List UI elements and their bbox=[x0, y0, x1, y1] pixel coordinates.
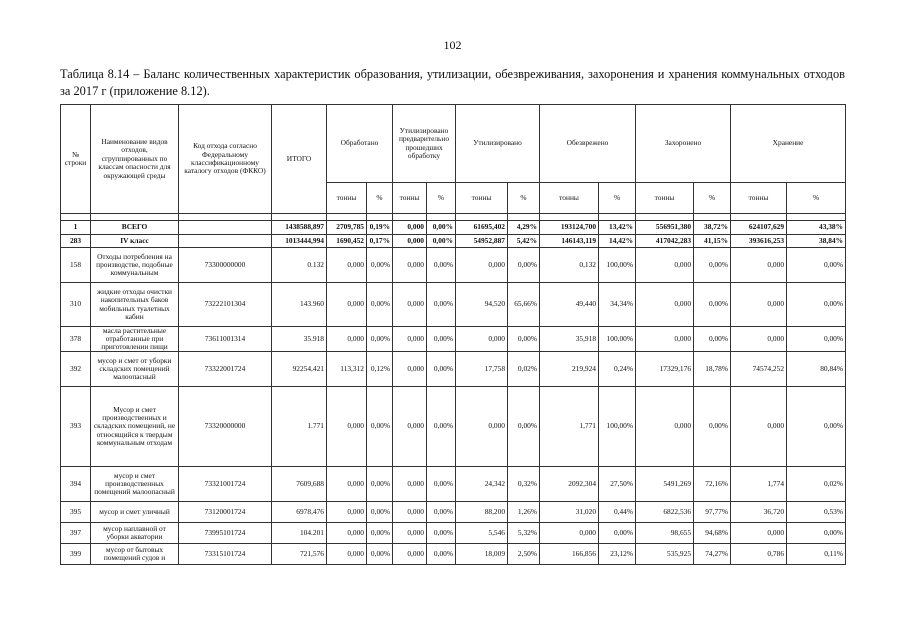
subheader-tons: тонны bbox=[456, 183, 508, 214]
utilized-percent-cell: 1,26% bbox=[508, 502, 540, 523]
table-row bbox=[61, 283, 846, 327]
total-cell: 143.960 bbox=[272, 283, 327, 327]
fkko-code-cell: 73300000000 bbox=[179, 248, 272, 283]
waste-name-text: жидкие отходы очистки накопительных баков мобильных туалетных кабин bbox=[96, 288, 173, 321]
utilized-percent-cell: 65,66% bbox=[508, 283, 540, 327]
utilized-pre-tons-cell: 0,000 bbox=[393, 544, 427, 565]
utilized-pre-tons-cell: 0,000 bbox=[393, 283, 427, 327]
fkko-code-cell: 73322001724 bbox=[179, 352, 272, 387]
waste-name-text: IV класс bbox=[120, 236, 149, 245]
fkko-code-cell bbox=[179, 221, 272, 235]
utilized-pre-percent-cell: 0,00% bbox=[427, 387, 456, 467]
header-fkko-code: Код отхода согласно Федеральному классификационному каталогу отходов (ФККО) bbox=[179, 105, 272, 214]
processed-tons-cell: 1690,452 bbox=[327, 235, 367, 248]
utilized-tons-cell: 0,000 bbox=[456, 387, 508, 467]
utilized-pre-tons-cell: 0,000 bbox=[393, 467, 427, 502]
buried-tons-cell: 0,000 bbox=[636, 248, 694, 283]
utilized-tons-cell: 88,200 bbox=[456, 502, 508, 523]
stored-percent-cell: 0,53% bbox=[787, 502, 846, 523]
subheader-percent: % bbox=[367, 183, 393, 214]
waste-name-text: мусор и смет уличный bbox=[99, 507, 170, 516]
stored-percent-cell: 0,00% bbox=[787, 387, 846, 467]
buried-percent-cell: 97,77% bbox=[694, 502, 731, 523]
stored-percent-cell: 38,84% bbox=[787, 235, 846, 248]
utilized-pre-tons-cell: 0,000 bbox=[393, 221, 427, 235]
subheader-tons: тонны bbox=[327, 183, 367, 214]
buried-percent-cell: 18,78% bbox=[694, 352, 731, 387]
header-utilized: Утилизировано bbox=[456, 105, 540, 183]
processed-percent-cell: 0,00% bbox=[367, 502, 393, 523]
processed-tons-cell: 0,000 bbox=[327, 544, 367, 565]
stored-percent-cell: 80,84% bbox=[787, 352, 846, 387]
processed-tons-cell: 0,000 bbox=[327, 327, 367, 352]
waste-name-text: масла растительные отработанные при приготовлении пищи bbox=[101, 327, 168, 351]
total-cell: 35.918 bbox=[272, 327, 327, 352]
utilized-percent-cell: 0,00% bbox=[508, 387, 540, 467]
fkko-code-cell: 73995101724 bbox=[179, 523, 272, 544]
table-row bbox=[61, 352, 846, 387]
waste-name-cell bbox=[91, 235, 179, 248]
fkko-code-cell: 73611001314 bbox=[179, 327, 272, 352]
utilized-pre-percent-cell: 0,00% bbox=[427, 248, 456, 283]
neutralized-percent-cell: 23,12% bbox=[599, 544, 636, 565]
utilized-pre-tons-cell: 0,000 bbox=[393, 235, 427, 248]
balance-table-wrapper bbox=[60, 104, 845, 565]
header-processed: Обработано bbox=[327, 105, 393, 183]
processed-tons-cell: 0,000 bbox=[327, 283, 367, 327]
utilized-pre-percent-cell: 0,00% bbox=[427, 523, 456, 544]
waste-name-cell bbox=[91, 523, 179, 544]
fkko-code-cell: 73321001724 bbox=[179, 467, 272, 502]
utilized-pre-percent-cell: 0,00% bbox=[427, 235, 456, 248]
row-number-cell: 158 bbox=[61, 248, 91, 283]
stored-tons-cell: 393616,253 bbox=[731, 235, 787, 248]
neutralized-tons-cell: 49,440 bbox=[540, 283, 599, 327]
row-number-cell: 393 bbox=[61, 387, 91, 467]
neutralized-percent-cell: 0,00% bbox=[599, 523, 636, 544]
buried-percent-cell: 94,68% bbox=[694, 523, 731, 544]
utilized-percent-cell: 4,29% bbox=[508, 221, 540, 235]
subheader-percent: % bbox=[787, 183, 846, 214]
table-row bbox=[61, 467, 846, 502]
total-cell: 6978,476 bbox=[272, 502, 327, 523]
utilized-pre-percent-cell: 0,00% bbox=[427, 283, 456, 327]
processed-tons-cell: 2709,785 bbox=[327, 221, 367, 235]
processed-tons-cell: 0,000 bbox=[327, 523, 367, 544]
waste-name-cell bbox=[91, 283, 179, 327]
stored-percent-cell: 0,00% bbox=[787, 283, 846, 327]
waste-name-text: Отходы потребления на производстве, подобные коммунальным bbox=[96, 252, 173, 278]
utilized-pre-tons-cell: 0,000 bbox=[393, 248, 427, 283]
neutralized-tons-cell: 146143,119 bbox=[540, 235, 599, 248]
row-number-cell: 378 bbox=[61, 327, 91, 352]
processed-percent-cell: 0,00% bbox=[367, 327, 393, 352]
neutralized-percent-cell: 100,00% bbox=[599, 327, 636, 352]
buried-tons-cell: 5491,269 bbox=[636, 467, 694, 502]
processed-tons-cell: 0,000 bbox=[327, 248, 367, 283]
subheader-percent: % bbox=[508, 183, 540, 214]
table-row bbox=[61, 221, 846, 235]
utilized-pre-tons-cell: 0,000 bbox=[393, 352, 427, 387]
utilized-percent-cell: 0,00% bbox=[508, 327, 540, 352]
processed-percent-cell: 0,00% bbox=[367, 467, 393, 502]
buried-tons-cell: 0,000 bbox=[636, 283, 694, 327]
utilized-pre-percent-cell: 0,00% bbox=[427, 221, 456, 235]
processed-percent-cell: 0,19% bbox=[367, 221, 393, 235]
fkko-code-cell bbox=[179, 235, 272, 248]
neutralized-tons-cell: 0,132 bbox=[540, 248, 599, 283]
waste-name-cell bbox=[91, 248, 179, 283]
waste-name-text: мусор наплавной от уборки акватории bbox=[103, 524, 166, 541]
neutralized-tons-cell: 193124,700 bbox=[540, 221, 599, 235]
row-number-cell: 283 bbox=[61, 235, 91, 248]
processed-tons-cell: 113,312 bbox=[327, 352, 367, 387]
row-number-cell: 392 bbox=[61, 352, 91, 387]
utilized-pre-percent-cell: 0,00% bbox=[427, 502, 456, 523]
header-row-no: № строки bbox=[61, 105, 91, 214]
table-row bbox=[61, 387, 846, 467]
neutralized-tons-cell: 219,924 bbox=[540, 352, 599, 387]
buried-tons-cell: 0,000 bbox=[636, 387, 694, 467]
stored-tons-cell: 0,000 bbox=[731, 248, 787, 283]
header-waste-name: Наименование видов отходов, сгруппированных по классам опасности для окружающей среды bbox=[91, 105, 179, 214]
page-number: 102 bbox=[443, 38, 462, 52]
subheader-tons: тонны bbox=[731, 183, 787, 214]
balance-table bbox=[60, 104, 846, 565]
subheader-percent: % bbox=[599, 183, 636, 214]
neutralized-tons-cell: 31,020 bbox=[540, 502, 599, 523]
utilized-tons-cell: 94,520 bbox=[456, 283, 508, 327]
header-utilized-pre: Утилизировано предварительно прошедших обработку bbox=[393, 105, 456, 183]
stored-percent-cell: 0,00% bbox=[787, 248, 846, 283]
neutralized-percent-cell: 27,50% bbox=[599, 467, 636, 502]
processed-percent-cell: 0,00% bbox=[367, 248, 393, 283]
neutralized-tons-cell: 2092,304 bbox=[540, 467, 599, 502]
buried-percent-cell: 0,00% bbox=[694, 387, 731, 467]
processed-tons-cell: 0,000 bbox=[327, 502, 367, 523]
total-cell: 104.201 bbox=[272, 523, 327, 544]
stored-tons-cell: 74574,252 bbox=[731, 352, 787, 387]
neutralized-percent-cell: 0,44% bbox=[599, 502, 636, 523]
row-number-cell: 395 bbox=[61, 502, 91, 523]
waste-name-cell bbox=[91, 327, 179, 352]
neutralized-tons-cell: 0,000 bbox=[540, 523, 599, 544]
neutralized-percent-cell: 100,00% bbox=[599, 248, 636, 283]
stored-tons-cell: 0,000 bbox=[731, 283, 787, 327]
buried-percent-cell: 0,00% bbox=[694, 327, 731, 352]
utilized-tons-cell: 0,000 bbox=[456, 248, 508, 283]
total-cell: 0.132 bbox=[272, 248, 327, 283]
total-cell: 1438588,897 bbox=[272, 221, 327, 235]
waste-name-text: мусор от бытовых помещений судов и bbox=[103, 545, 166, 562]
waste-name-text: ВСЕГО bbox=[121, 223, 148, 232]
stored-tons-cell: 624107,629 bbox=[731, 221, 787, 235]
stored-tons-cell: 0,000 bbox=[731, 523, 787, 544]
processed-percent-cell: 0,12% bbox=[367, 352, 393, 387]
row-number-cell: 399 bbox=[61, 544, 91, 565]
processed-tons-cell: 0,000 bbox=[327, 467, 367, 502]
processed-percent-cell: 0,00% bbox=[367, 387, 393, 467]
stored-percent-cell: 0,00% bbox=[787, 327, 846, 352]
table-row bbox=[61, 248, 846, 283]
neutralized-percent-cell: 14,42% bbox=[599, 235, 636, 248]
header-stored: Хранение bbox=[731, 105, 846, 183]
utilized-percent-cell: 2,50% bbox=[508, 544, 540, 565]
buried-percent-cell: 41,15% bbox=[694, 235, 731, 248]
fkko-code-cell: 73320000000 bbox=[179, 387, 272, 467]
waste-name-cell bbox=[91, 467, 179, 502]
neutralized-tons-cell: 35,918 bbox=[540, 327, 599, 352]
waste-name-cell bbox=[91, 502, 179, 523]
waste-name-cell bbox=[91, 387, 179, 467]
buried-tons-cell: 6822,536 bbox=[636, 502, 694, 523]
utilized-tons-cell: 5,546 bbox=[456, 523, 508, 544]
subheader-tons: тонны bbox=[540, 183, 599, 214]
utilized-percent-cell: 5,32% bbox=[508, 523, 540, 544]
total-cell: 7609,688 bbox=[272, 467, 327, 502]
stored-tons-cell: 0,000 bbox=[731, 327, 787, 352]
buried-percent-cell: 0,00% bbox=[694, 283, 731, 327]
neutralized-percent-cell: 100,00% bbox=[599, 387, 636, 467]
table-caption: Таблица 8.14 – Баланс количественных характеристик образования, утилизации, обезвреживания, захоронения и хранения коммунальных отходов за 2017 г (приложение 8.12). bbox=[60, 67, 845, 98]
table-body bbox=[61, 221, 846, 565]
utilized-tons-cell: 0,000 bbox=[456, 327, 508, 352]
neutralized-percent-cell: 34,34% bbox=[599, 283, 636, 327]
waste-name-text: Мусор и смет производственных и складских помещений, не относящийся к твердым коммунальным отходам bbox=[93, 405, 176, 447]
utilized-pre-percent-cell: 0,00% bbox=[427, 327, 456, 352]
stored-percent-cell: 0,11% bbox=[787, 544, 846, 565]
subheader-percent: % bbox=[694, 183, 731, 214]
stored-percent-cell: 43,38% bbox=[787, 221, 846, 235]
neutralized-tons-cell: 1,771 bbox=[540, 387, 599, 467]
neutralized-tons-cell: 166,856 bbox=[540, 544, 599, 565]
processed-percent-cell: 0,00% bbox=[367, 544, 393, 565]
processed-percent-cell: 0,00% bbox=[367, 283, 393, 327]
stored-percent-cell: 0,02% bbox=[787, 467, 846, 502]
buried-tons-cell: 17329,176 bbox=[636, 352, 694, 387]
row-number-cell: 394 bbox=[61, 467, 91, 502]
total-cell: 92254,421 bbox=[272, 352, 327, 387]
neutralized-percent-cell: 13,42% bbox=[599, 221, 636, 235]
buried-percent-cell: 72,16% bbox=[694, 467, 731, 502]
header-buried: Захоронено bbox=[636, 105, 731, 183]
stored-tons-cell: 0,000 bbox=[731, 387, 787, 467]
buried-tons-cell: 417042,283 bbox=[636, 235, 694, 248]
row-number-cell: 397 bbox=[61, 523, 91, 544]
fkko-code-cell: 73315101724 bbox=[179, 544, 272, 565]
waste-name-cell bbox=[91, 544, 179, 565]
utilized-pre-tons-cell: 0,000 bbox=[393, 327, 427, 352]
utilized-tons-cell: 24,342 bbox=[456, 467, 508, 502]
subheader-percent: % bbox=[427, 183, 456, 214]
table-row bbox=[61, 327, 846, 352]
waste-name-text: мусор и смет от уборки складских помещений малоопасный bbox=[97, 356, 172, 382]
utilized-tons-cell: 17,758 bbox=[456, 352, 508, 387]
buried-tons-cell: 556951,380 bbox=[636, 221, 694, 235]
header-neutralized: Обезврежено bbox=[540, 105, 636, 183]
buried-tons-cell: 535,925 bbox=[636, 544, 694, 565]
stored-tons-cell: 36,720 bbox=[731, 502, 787, 523]
utilized-pre-tons-cell: 0,000 bbox=[393, 387, 427, 467]
processed-tons-cell: 0,000 bbox=[327, 387, 367, 467]
processed-percent-cell: 0,00% bbox=[367, 523, 393, 544]
utilized-pre-percent-cell: 0,00% bbox=[427, 544, 456, 565]
utilized-percent-cell: 0,02% bbox=[508, 352, 540, 387]
table-row bbox=[61, 523, 846, 544]
fkko-code-cell: 73120001724 bbox=[179, 502, 272, 523]
buried-percent-cell: 0,00% bbox=[694, 248, 731, 283]
utilized-pre-tons-cell: 0,000 bbox=[393, 523, 427, 544]
total-cell: 1.771 bbox=[272, 387, 327, 467]
buried-tons-cell: 98,655 bbox=[636, 523, 694, 544]
buried-percent-cell: 74,27% bbox=[694, 544, 731, 565]
stored-tons-cell: 1,774 bbox=[731, 467, 787, 502]
total-cell: 721,576 bbox=[272, 544, 327, 565]
waste-name-text: мусор и смет производственных помещений малоопасный bbox=[94, 471, 175, 497]
utilized-pre-percent-cell: 0,00% bbox=[427, 467, 456, 502]
subheader-tons: тонны bbox=[636, 183, 694, 214]
utilized-tons-cell: 54952,887 bbox=[456, 235, 508, 248]
row-number-cell: 310 bbox=[61, 283, 91, 327]
utilized-tons-cell: 18,009 bbox=[456, 544, 508, 565]
subheader-tons: тонны bbox=[393, 183, 427, 214]
utilized-percent-cell: 0,32% bbox=[508, 467, 540, 502]
row-number-cell: 1 bbox=[61, 221, 91, 235]
total-cell: 1013444,994 bbox=[272, 235, 327, 248]
utilized-percent-cell: 5,42% bbox=[508, 235, 540, 248]
stored-tons-cell: 0,786 bbox=[731, 544, 787, 565]
fkko-code-cell: 73222101304 bbox=[179, 283, 272, 327]
waste-name-cell bbox=[91, 352, 179, 387]
utilized-pre-percent-cell: 0,00% bbox=[427, 352, 456, 387]
processed-percent-cell: 0,17% bbox=[367, 235, 393, 248]
neutralized-percent-cell: 0,24% bbox=[599, 352, 636, 387]
table-row bbox=[61, 235, 846, 248]
waste-name-cell bbox=[91, 221, 179, 235]
table-row bbox=[61, 502, 846, 523]
buried-tons-cell: 0,000 bbox=[636, 327, 694, 352]
stored-percent-cell: 0,00% bbox=[787, 523, 846, 544]
utilized-pre-tons-cell: 0,000 bbox=[393, 502, 427, 523]
utilized-tons-cell: 61695,402 bbox=[456, 221, 508, 235]
table-row bbox=[61, 544, 846, 565]
utilized-percent-cell: 0,00% bbox=[508, 248, 540, 283]
header-total: ИТОГО bbox=[272, 105, 327, 214]
buried-percent-cell: 38,72% bbox=[694, 221, 731, 235]
